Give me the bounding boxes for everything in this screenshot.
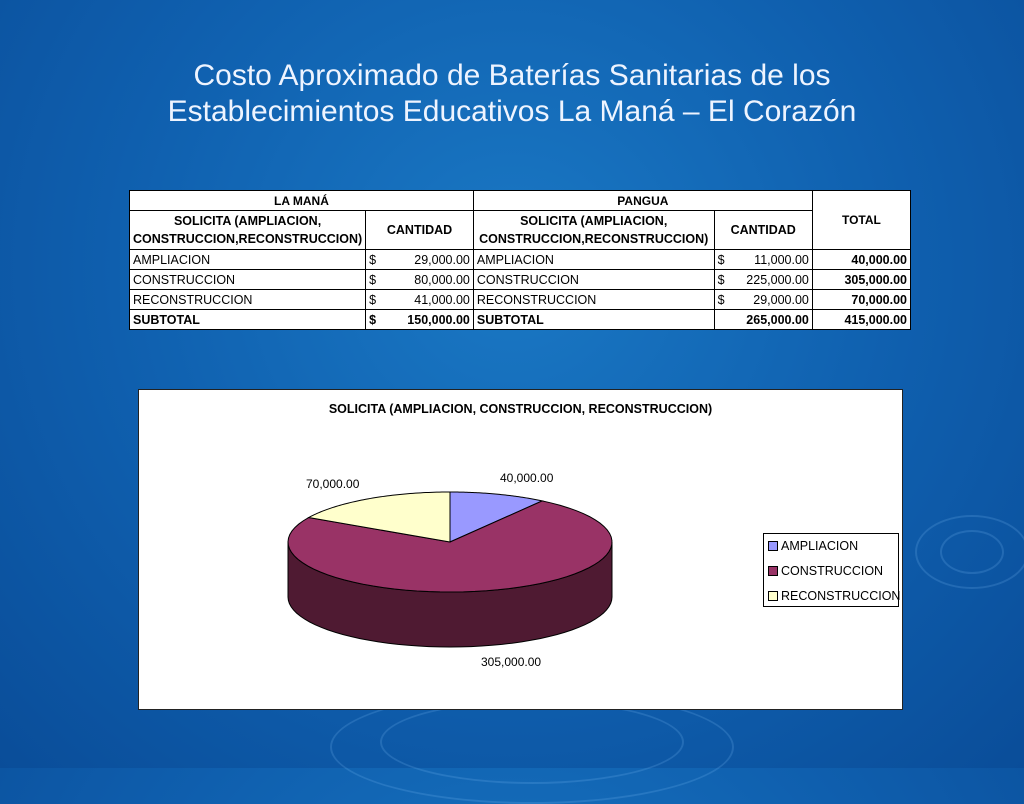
amount-value: 29,000.00 [753, 292, 809, 307]
pangua-amount [714, 310, 812, 330]
row-total: 305,000.00 [812, 270, 910, 290]
legend-swatch [768, 591, 778, 601]
currency-symbol: $ [369, 252, 377, 267]
currency-symbol: $ [717, 272, 725, 287]
currency-symbol: $ [369, 272, 377, 287]
pangua-amount [714, 250, 812, 270]
chart-title: SOLICITA (AMPLIACION, CONSTRUCCION, RECONSTRUCCION) [328, 402, 713, 416]
pangua-label: SUBTOTAL [473, 310, 714, 330]
amount-value: 29,000.00 [414, 252, 470, 267]
la-mana-label: RECONSTRUCCION [130, 290, 366, 310]
amount-value: 225,000.00 [746, 272, 809, 287]
cost-table [129, 190, 911, 330]
legend-swatch [768, 566, 778, 576]
table-row-subtotal [130, 310, 911, 330]
pie-chart-area [138, 389, 903, 710]
amount-value: 11,000.00 [754, 252, 809, 267]
legend-swatch [768, 541, 778, 551]
legend-label: RECONSTRUCCION [781, 589, 901, 603]
legend-item-reconstruccion [768, 588, 900, 604]
data-label-reconstruccion: 70,000.00 [306, 477, 360, 491]
slide-title [40, 58, 984, 130]
table-row [130, 270, 911, 290]
currency-symbol: $ [369, 292, 377, 307]
amount-value: 150,000.00 [407, 312, 470, 327]
legend-item-construccion [768, 563, 883, 579]
currency-symbol: $ [717, 292, 725, 307]
col-header-solicita-la-mana: SOLICITA (AMPLIACION, CONSTRUCCION,RECONSTRUCCION) [130, 211, 366, 250]
slide-title-line2: Establecimientos Educativos La Maná – El Corazón [167, 95, 857, 128]
la-mana-amount [366, 310, 474, 330]
group-header-pangua: PANGUA [473, 191, 812, 211]
la-mana-amount [366, 250, 474, 270]
amount-value: 265,000.00 [746, 312, 809, 327]
table-row [130, 250, 911, 270]
row-total: 70,000.00 [812, 290, 910, 310]
col-header-cantidad-pangua: CANTIDAD [714, 211, 812, 250]
col-header-cantidad-la-mana: CANTIDAD [366, 211, 474, 250]
la-mana-label: SUBTOTAL [130, 310, 366, 330]
pangua-label: RECONSTRUCCION [473, 290, 714, 310]
la-mana-amount [366, 290, 474, 310]
pangua-amount [714, 270, 812, 290]
slide-title-line1: Costo Aproximado de Baterías Sanitarias de los [193, 59, 831, 92]
table-row [130, 290, 911, 310]
la-mana-label: CONSTRUCCION [130, 270, 366, 290]
data-label-ampliacion: 40,000.00 [500, 471, 554, 485]
col-header-solicita-pangua: SOLICITA (AMPLIACION, CONSTRUCCION,RECONSTRUCCION) [473, 211, 714, 250]
la-mana-amount [366, 270, 474, 290]
row-total: 415,000.00 [812, 310, 910, 330]
pangua-label: CONSTRUCCION [473, 270, 714, 290]
legend-item-ampliacion [768, 538, 858, 554]
legend-label: AMPLIACION [781, 539, 859, 553]
la-mana-label: AMPLIACION [130, 250, 366, 270]
data-label-construccion: 305,000.00 [481, 655, 542, 669]
currency-symbol: $ [717, 252, 725, 267]
amount-value: 41,000.00 [414, 292, 470, 307]
table-group-header-row [130, 191, 911, 211]
pangua-amount [714, 290, 812, 310]
chart-legend [763, 533, 899, 607]
row-total: 40,000.00 [812, 250, 910, 270]
pangua-label: AMPLIACION [473, 250, 714, 270]
total-header: TOTAL [812, 191, 910, 250]
ripple-decoration [915, 515, 1024, 589]
group-header-la-mana: LA MANÁ [130, 191, 474, 211]
table-column-header-row [130, 211, 911, 250]
currency-symbol: $ [369, 312, 377, 327]
legend-label: CONSTRUCCION [781, 564, 884, 578]
amount-value: 80,000.00 [414, 272, 470, 287]
